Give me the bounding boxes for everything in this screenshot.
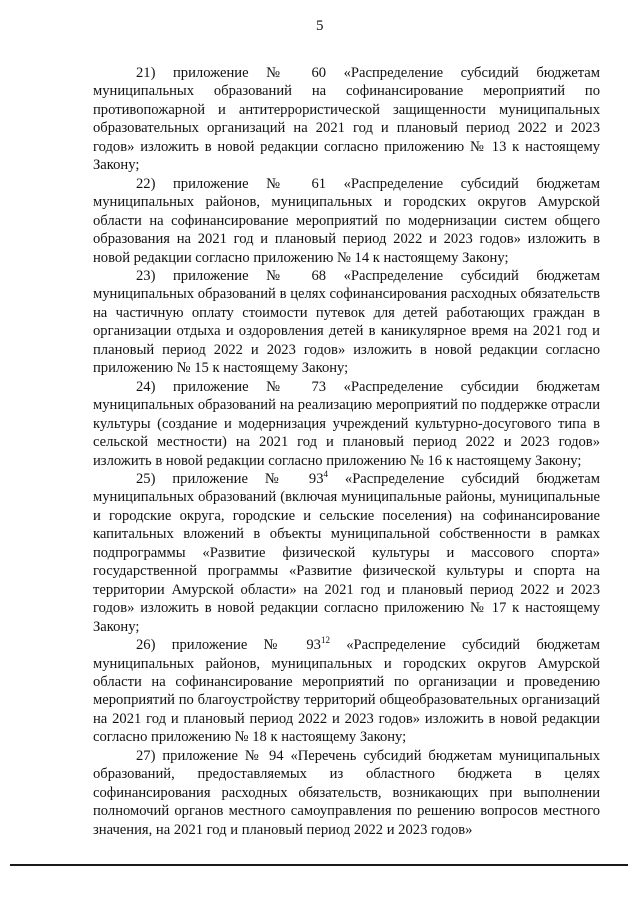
list-item-26-lead: 26) приложение № 93 — [136, 637, 321, 654]
list-item-25 — [93, 470, 600, 636]
list-item-25-lead: 25) приложение № 93 — [136, 470, 324, 487]
list-item-25-superscript: 4 — [323, 469, 328, 480]
page-number: 5 — [316, 18, 324, 34]
list-item-23: 23) приложение № 68 «Распределение субсидий бюджетам муниципальных образований в целях софинансирования расходных обязательств на частичную оплату стоимости путевок для детей работающих граждан в организации отдыха и оздоровления детей в каникулярное время на 2021 год и плановый период 2022 и 2023 годов» изложить в новой редакции согласно приложению № 15 к настоящему Закону; — [93, 267, 600, 377]
list-item-25-rest: «Распределение субсидий бюджетам муниципальных образований (включая муниципальные районы, муниципальные и городские округа, городские и сельские поселения) на софинансирование капитальных вложений в объекты муниципальной собственности в рамках подпрограммы «Развитие физической культуры и массового спорта» государственной программы «Развитие физической культуры и спорта на территории Амурской области» на 2021 год и плановый период 2022 и 2023 годов» изложить в новой редакции согласно приложению № 17 к настоящему Закону; — [93, 470, 600, 635]
list-item-22: 22) приложение № 61 «Распределение субсидий бюджетам муниципальных районов, муниципальных и городских округов Амурской области на софинансирование мероприятий по модернизации систем общего образования на 2021 год и плановый период 2022 и 2023 годов» изложить в новой редакции согласно приложению № 14 к настоящему Закону; — [93, 175, 600, 266]
list-item-26-superscript: 12 — [320, 635, 330, 646]
document-body — [93, 64, 600, 839]
list-item-26 — [93, 636, 600, 747]
footer-divider — [10, 864, 628, 866]
list-item-27: 27) приложение № 94 «Перечень субсидий бюджетам муниципальных образований, предоставляемых из областного бюджета в целях софинансирования расходных обязательств, возникающих при выполнении полномочий органов местного самоуправления по решению вопросов местного значения, на 2021 год и плановый период 2022 и 2023 годов» — [93, 747, 600, 838]
list-item-21: 21) приложение № 60 «Распределение субсидий бюджетам муниципальных образований на софинансирование мероприятий по противопожарной и антитеррористической защищенности муниципальных образовательных организаций на 2021 год и плановый период 2022 и 2023 годов» изложить в новой редакции согласно приложению № 13 к настоящему Закону; — [93, 65, 600, 174]
list-item-24: 24) приложение № 73 «Распределение субсидии бюджетам муниципальных образований на реализацию мероприятий по поддержке отрасли культуры (создание и модернизация учреждений культурно-досугового типа в сельской местности) на 2021 год и плановый период 2022 и 2023 годов» изложить в новой редакции согласно приложению № 16 к настоящему Закону; — [93, 378, 600, 469]
list-item-26-rest: «Распределение субсидий бюджетам муниципальных районов, муниципальных и городских округов Амурской области на софинансирование мероприятий по организации и проведению мероприятий по благоустройству территорий общеобразовательных организаций на 2021 год и плановый период 2022 и 2023 годов» изложить в новой редакции согласно приложению № 18 к настоящему Закону; — [93, 637, 601, 746]
